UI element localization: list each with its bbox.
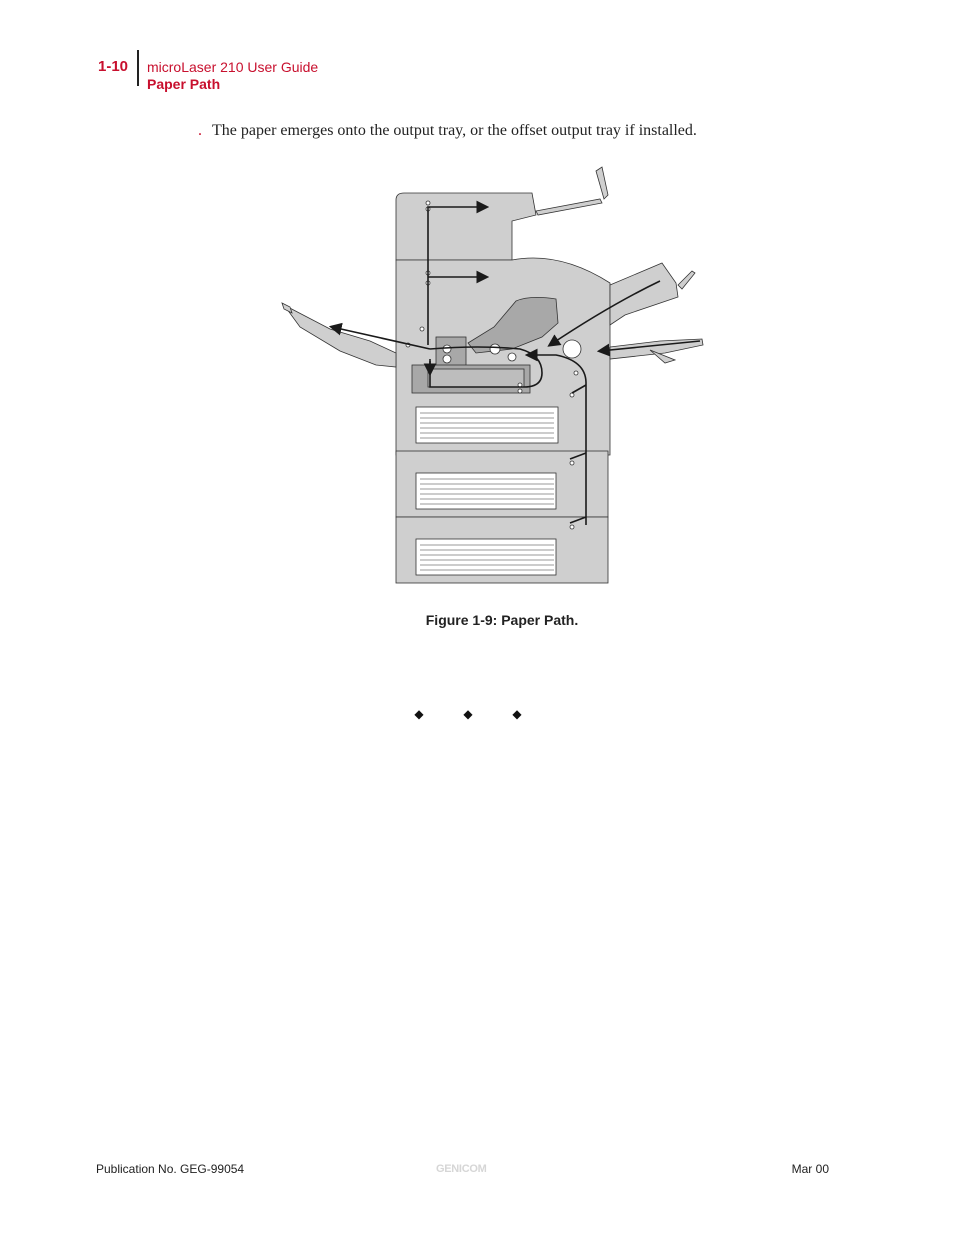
paper-path-figure (280, 155, 710, 590)
page-number: 1-10 (98, 58, 129, 75)
section-title: Paper Path (147, 76, 221, 92)
step-item (198, 122, 697, 140)
section-separator: ◆ ◆ ◆ (414, 707, 540, 721)
guide-title: microLaser 210 User Guide (147, 59, 319, 75)
footer-brand-logo: GENICOM (436, 1163, 487, 1175)
offset-stacker (396, 193, 536, 260)
step-marker: . (198, 122, 202, 139)
footer-date: Mar 00 (791, 1162, 829, 1176)
footer-publication: Publication No. GEG-99054 (96, 1162, 245, 1176)
stacker-arm (536, 199, 602, 215)
left-output-tray (284, 305, 396, 367)
figure-caption: Figure 1-9: Paper Path. (425, 612, 579, 628)
header-divider (137, 50, 139, 86)
step-text: The paper emerges onto the output tray, or the offset output tray if installed. (212, 122, 697, 139)
bypass-tray (610, 263, 678, 325)
printer-diagram (280, 155, 710, 590)
